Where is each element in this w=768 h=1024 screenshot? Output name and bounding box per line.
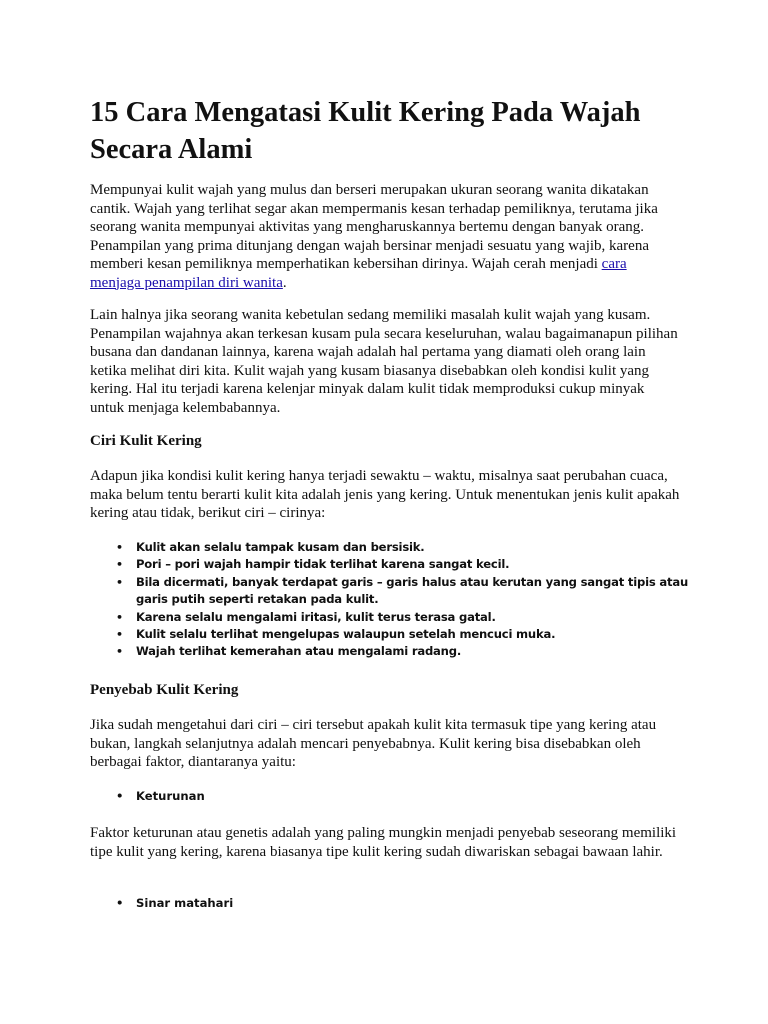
list-item-text: Bila dicermati, banyak terdapat garis – garis halus atau kerutan yang sangat tipis atau garis putih seperti retakan pada kulit. bbox=[136, 574, 689, 607]
list-item-text: Sinar matahari bbox=[136, 896, 234, 910]
list-item-text: Pori – pori wajah hampir tidak terlihat karena sangat kecil. bbox=[136, 557, 510, 572]
heading-penyebab-kulit-kering: Penyebab Kulit Kering bbox=[90, 682, 239, 698]
penyebab-list-sinar bbox=[116, 895, 233, 912]
list-item-text: Wajah terlihat kemerahan atau mengalami radang. bbox=[136, 644, 462, 659]
list-item bbox=[116, 556, 696, 573]
bullet-icon: • bbox=[116, 896, 124, 910]
list-item-text: Kulit selalu terlihat mengelupas walaupun setelah mencuci muka. bbox=[136, 627, 556, 642]
list-item bbox=[116, 574, 696, 609]
bullet-icon: • bbox=[116, 575, 123, 589]
page-title: 15 Cara Mengatasi Kulit Kering Pada Wajah Secara Alami bbox=[90, 97, 641, 165]
bullet-icon: • bbox=[116, 541, 123, 554]
paragraph-penyebab-intro: Jika sudah mengetahui dari ciri – ciri tersebut apakah kulit kita termasuk tipe yang kering atau bukan, langkah selanjutnya adalah mencari penyebabnya. Kulit kering bisa disebabkan oleh berbagai faktor, diantaranya yaitu: bbox=[90, 717, 657, 770]
list-item bbox=[116, 626, 696, 643]
link-cara-menjaga-penampilan[interactable]: cara menjaga penampilan diri wanita bbox=[90, 256, 627, 291]
list-item-text: Kulit akan selalu tampak kusam dan bersisik. bbox=[136, 540, 425, 554]
bullet-icon: • bbox=[116, 628, 123, 642]
paragraph-ciri-intro: Adapun jika kondisi kulit kering hanya terjadi sewaktu – waktu, misalnya saat perubahan cuaca, maka belum tentu berarti kulit kita adalah jenis yang kering. Untuk menentukan jenis kulit apakah kering atau tidak, berikut ciri – cirinya: bbox=[90, 468, 680, 521]
list-item bbox=[116, 643, 696, 660]
ciri-list bbox=[116, 539, 696, 661]
list-item bbox=[116, 609, 696, 626]
bullet-icon: • bbox=[116, 610, 123, 624]
list-item bbox=[116, 788, 205, 805]
intro-text-end: . bbox=[282, 274, 287, 291]
paragraph-kulit-kusam: Lain halnya jika seorang wanita kebetulan sedang memiliki masalah kulit wajah yang kusam. Penampilan wajahnya akan terkesan kusam pula secara keseluruhan, walau bagaimanapun pilihan busana dan dandanan lainnya, karena wajah adalah hal pertama yang diamati oleh orang lain ketika melihat diri kita. Kulit wajah yang kusam biasanya disebabkan oleh kondisi kulit yang kering. Hal itu terjadi karena kelenjar minyak dalam kulit tidak memproduksi cukup minyak untuk menjaga kelembabannya. bbox=[90, 307, 678, 416]
intro-paragraph bbox=[90, 181, 680, 292]
list-item-text: Karena selalu mengalami iritasi, kulit terus terasa gatal. bbox=[136, 609, 496, 624]
intro-text: Mempunyai kulit wajah yang mulus dan berseri merupakan ukuran seorang wanita dikatakan cantik. Wajah yang terlihat segar akan mempermanis kesan terhadap pemiliknya, terutama jika seorang wanita mempunyai aktivitas yang mengharuskannya bertemu dengan banyak orang. Penampilan yang prima ditunjang dengan wajah bersinar menjadi sesuatu yang wajib, karena memberi kesan pemiliknya memperhatikan kebersihan dirinya. Wajah cerah menjadi bbox=[90, 182, 658, 272]
bullet-icon: • bbox=[116, 558, 123, 572]
list-item bbox=[116, 895, 233, 912]
list-item-text: Keturunan bbox=[136, 789, 205, 803]
bullet-icon: • bbox=[116, 789, 124, 803]
bullet-icon: • bbox=[116, 645, 123, 659]
penyebab-list-keturunan bbox=[116, 788, 205, 805]
paragraph-keturunan: Faktor keturunan atau genetis adalah yang paling mungkin menjadi penyebab seseorang memiliki tipe kulit yang kering, karena biasanya tipe kulit kering sudah diwariskan sebagai bawaan lahir. bbox=[90, 825, 677, 860]
list-item bbox=[116, 539, 696, 556]
heading-ciri-kulit-kering: Ciri Kulit Kering bbox=[90, 433, 202, 449]
